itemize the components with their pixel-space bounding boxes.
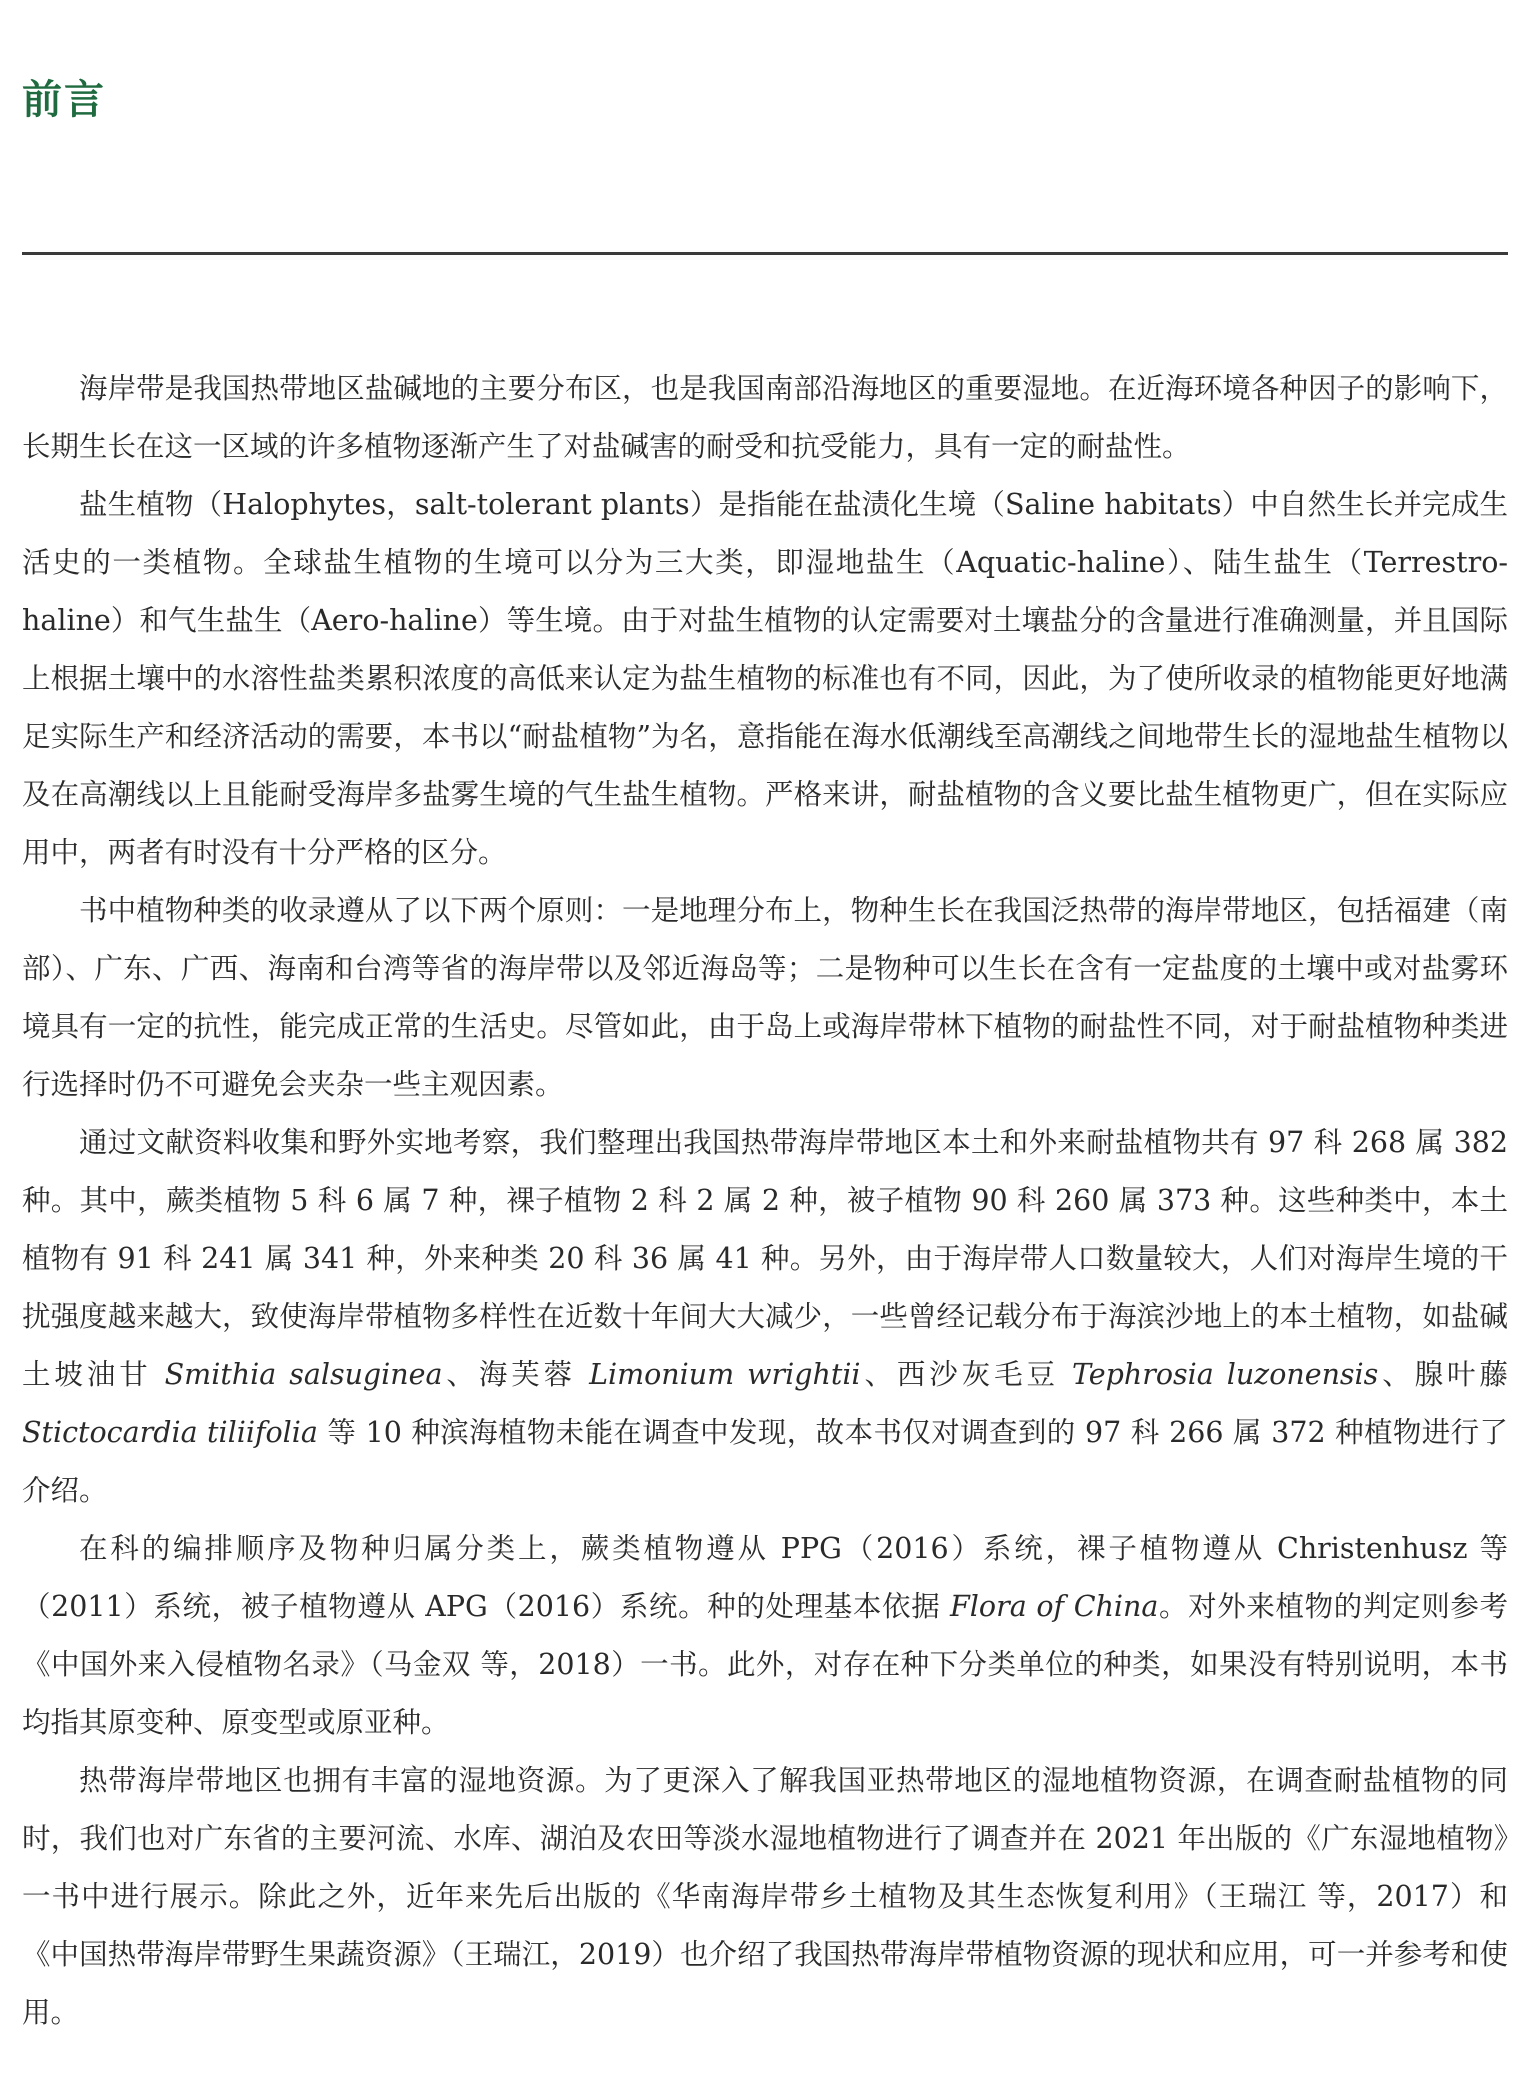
- paragraph: [22, 1752, 1508, 2042]
- species-name: Limonium wrightii: [589, 1358, 861, 1391]
- text-run: 热带海岸带地区也拥有丰富的湿地资源。为了更深入了解我国亚热带地区的湿地植物资源，在调查耐盐植物的同时，我们也对广东省的主要河流、水库、湖泊及农田等淡水湿地植物进行了调查并在 2021 年出版的《广东湿地植物》一书中进行展示。除此之外，近年来先后出版的《华南海岸带乡土植物及其生态恢复利用》（王瑞江 等，2017）和《中国热带海岸带野生果蔬资源》（王瑞江，2019）也介绍了我国热带海岸带植物资源的现状和应用，可一并参考和使用。: [22, 1764, 1508, 2029]
- page-title: 前言: [22, 76, 106, 123]
- paragraph: [22, 882, 1508, 1114]
- species-name: Tephrosia luzonensis: [1071, 1358, 1379, 1391]
- text-run: 书中植物种类的收录遵从了以下两个原则：一是地理分布上，物种生长在我国泛热带的海岸带地区，包括福建（南部）、广东、广西、海南和台湾等省的海岸带以及邻近海岛等；二是物种可以生长在含有一定盐度的土壤中或对盐雾环境具有一定的抗性，能完成正常的生活史。尽管如此，由于岛上或海岸带林下植物的耐盐性不同，对于耐盐植物种类进行选择时仍不可避免会夹杂一些主观因素。: [22, 894, 1508, 1101]
- paragraph: [22, 360, 1508, 476]
- species-name: Stictocardia tiliifolia: [22, 1416, 318, 1449]
- text-run: 。对外来植物的判定则参考《中国外来入侵植物名录》（马金双 等，2018）一书。此外，对存在种下分类单位的种类，如果没有特别说明，本书均指其原变种、原变型或原亚种。: [22, 1590, 1508, 1739]
- title-divider: [22, 252, 1508, 255]
- species-name: Smithia salsuginea: [164, 1358, 443, 1391]
- text-run: 在科的编排顺序及物种归属分类上，蕨类植物遵从 PPG（2016）系统，裸子植物遵从 Christenhusz 等（2011）系统，被子植物遵从 APG（2016）系统。种的处理基本依据: [22, 1532, 1508, 1623]
- book-title: Flora of China: [950, 1590, 1159, 1623]
- paragraph: [22, 476, 1508, 882]
- text-run: 海岸带是我国热带地区盐碱地的主要分布区，也是我国南部沿海地区的重要湿地。在近海环境各种因子的影响下，长期生长在这一区域的许多植物逐渐产生了对盐碱害的耐受和抗受能力，具有一定的耐盐性。: [22, 372, 1508, 463]
- text-run: 、腺叶藤: [1378, 1358, 1508, 1391]
- paragraph: [22, 1520, 1508, 1752]
- body-text: [22, 360, 1508, 2042]
- text-run: 盐生植物（Halophytes，salt-tolerant plants）是指能在盐渍化生境（Saline habitats）中自然生长并完成生活史的一类植物。全球盐生植物的生境可以分为三大类，即湿地盐生（Aquatic-haline）、陆生盐生（Terrestro-haline）和气生盐生（Aero-haline）等生境。由于对盐生植物的认定需要对土壤盐分的含量进行准确测量，并且国际上根据土壤中的水溶性盐类累积浓度的高低来认定为盐生植物的标准也有不同，因此，为了使所收录的植物能更好地满足实际生产和经济活动的需要，本书以“耐盐植物”为名，意指能在海水低潮线至高潮线之间地带生长的湿地盐生植物以及在高潮线以上且能耐受海岸多盐雾生境的气生盐生植物。严格来讲，耐盐植物的含义要比盐生植物更广，但在实际应用中，两者有时没有十分严格的区分。: [22, 488, 1508, 869]
- text-run: 通过文献资料收集和野外实地考察，我们整理出我国热带海岸带地区本土和外来耐盐植物共有 97 科 268 属 382 种。其中，蕨类植物 5 科 6 属 7 种，裸子植物 2 科 2 属 2 种，被子植物 90 科 260 属 373 种。这些种类中，本土植物有 91 科 241 属 341 种，外来种类 20 科 36 属 41 种。另外，由于海岸带人口数量较大，人们对海岸生境的干扰强度越来越大，致使海岸带植物多样性在近数十年间大大减少，一些曾经记载分布于海滨沙地上的本土植物，如盐碱土坡油甘: [22, 1126, 1508, 1391]
- text-run: 、海芙蓉: [442, 1358, 590, 1391]
- paragraph: [22, 1114, 1508, 1520]
- text-run: 、西沙灰毛豆: [860, 1358, 1072, 1391]
- text-run: 等 10 种滨海植物未能在调查中发现，故本书仅对调查到的 97 科 266 属 372 种植物进行了介绍。: [22, 1416, 1508, 1507]
